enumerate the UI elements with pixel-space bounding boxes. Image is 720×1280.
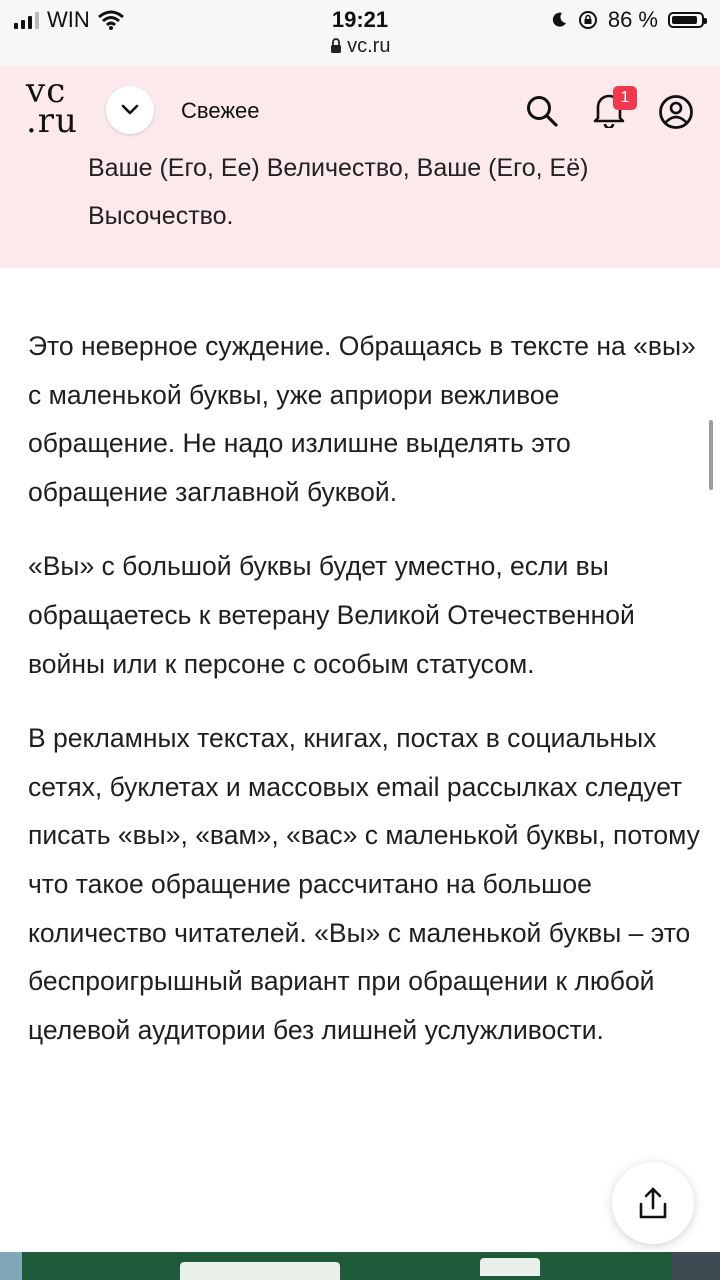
share-button[interactable] [612, 1162, 694, 1244]
article-paragraph: Это неверное суждение. Обращаясь в тексте на «вы» с маленькой буквы, уже априори вежливое обращение. Не надо излишне выделять это обращение заглавной буквой. [28, 331, 696, 507]
battery-percent: 86 % [607, 7, 658, 32]
lock-icon [330, 38, 342, 53]
status-bar [0, 0, 720, 66]
feed-dropdown-button[interactable] [106, 86, 154, 134]
site-header [0, 66, 720, 154]
feed-title[interactable]: Свежее [181, 98, 260, 123]
article-image-preview [0, 1252, 720, 1280]
scrollbar[interactable] [709, 420, 713, 490]
battery-icon [668, 12, 704, 28]
article-body [28, 322, 704, 1080]
chevron-down-icon [121, 104, 139, 116]
site-logo[interactable] [26, 71, 78, 141]
search-icon[interactable] [525, 94, 559, 128]
quote-text: Ваше (Его, Ее) Величество, Ваше (Его, Её) Высочество. [88, 154, 589, 230]
profile-icon[interactable] [658, 94, 694, 130]
carrier-label: WIN [47, 7, 90, 32]
quote-block [0, 154, 720, 268]
article-paragraph: В рекламных текстах, книгах, постах в социальных сетях, буклетах и массовых email рассылках следует писать «вы», «вам», «вас» с маленькой буквы, потому что такое обращение рассчитано на большое количество читателей. «Вы» с маленькой буквы – это беспроигрышный вариант при обращении к любой целевой аудитории без лишней услужливости. [28, 723, 700, 1045]
address-bar[interactable] [0, 35, 720, 58]
logo-line-1: vc [26, 71, 67, 111]
notification-badge: 1 [613, 86, 637, 110]
logo-line-2: .ru [26, 101, 78, 141]
status-right [550, 7, 704, 33]
article-paragraph: «Вы» с большой буквы будет уместно, если вы обращаетесь к ветерану Великой Отечественной войны или к персоне с особым статусом. [28, 551, 635, 679]
clock: 19:21 [331, 7, 389, 32]
url-text: vc.ru [347, 35, 391, 57]
moon-icon [550, 11, 568, 29]
share-icon [637, 1186, 669, 1220]
rotation-lock-icon [578, 10, 598, 30]
